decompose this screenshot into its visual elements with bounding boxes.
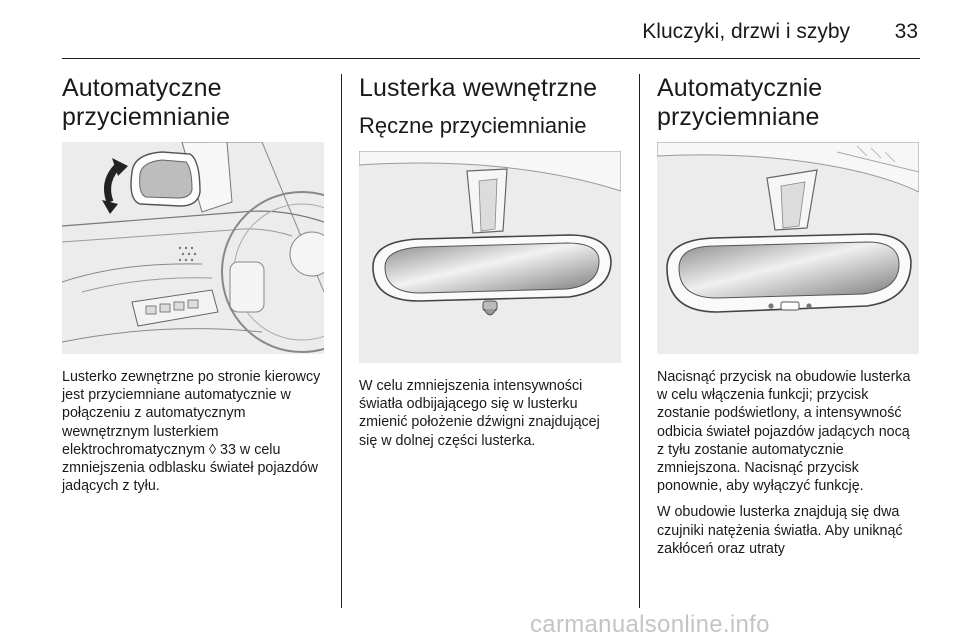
body-paragraph: W celu zmniejszenia intensywności światła odbijającego się w lusterku zmienić położenie dźwigni znajdującej się w dolnej części lusterka. [359, 378, 600, 449]
column-exterior-mirror [62, 74, 324, 495]
section-heading: Automatyczne przyciemnianie [62, 74, 231, 131]
body-paragraph: Nacisnąć przycisk na obudowie lusterka w celu włączenia funkcji; przycisk zostanie podświetlony, a intensywność odbicia świateł pojazdów jadących nocą z tyłu zostanie automatycznie zmniejszona. Nacisnąć przycisk ponownie, aby wyłączyć funkcję. [657, 369, 911, 495]
auto-dimming-mirror-illustration [657, 142, 919, 354]
running-header-title: Kluczyki, drzwi i szyby [642, 20, 850, 43]
body-paragraph: W obudowie lusterka znajdują się dwa czujniki natężenia światła. Aby uniknąć zakłóceń oraz utraty [657, 504, 903, 557]
header-divider [62, 58, 920, 59]
section-heading: Lusterka wewnętrzne [359, 74, 598, 102]
exterior-mirror-illustration [62, 142, 324, 354]
manual-dimming-mirror-illustration [359, 151, 621, 363]
column-interior-mirrors [359, 74, 621, 450]
watermark: carmanualsonline.info [530, 611, 770, 638]
page-number: 33 [894, 20, 918, 43]
body-paragraph: Lusterko zewnętrzne po stronie kierowcy jest przyciemniane automatycznie w połączeniu z automatycznym wewnętrznym lusterkiem elektrochromatycznym ◊ 33 w celu zmniejszenia odblasku świateł pojazdów jadących z tyłu. [62, 369, 321, 495]
column-auto-dimming [657, 74, 919, 558]
column-divider [639, 74, 640, 608]
column-divider [341, 74, 342, 608]
section-heading: Automatycznie przyciemniane [657, 74, 823, 131]
subsection-heading: Ręczne przyciemnianie [359, 113, 587, 138]
